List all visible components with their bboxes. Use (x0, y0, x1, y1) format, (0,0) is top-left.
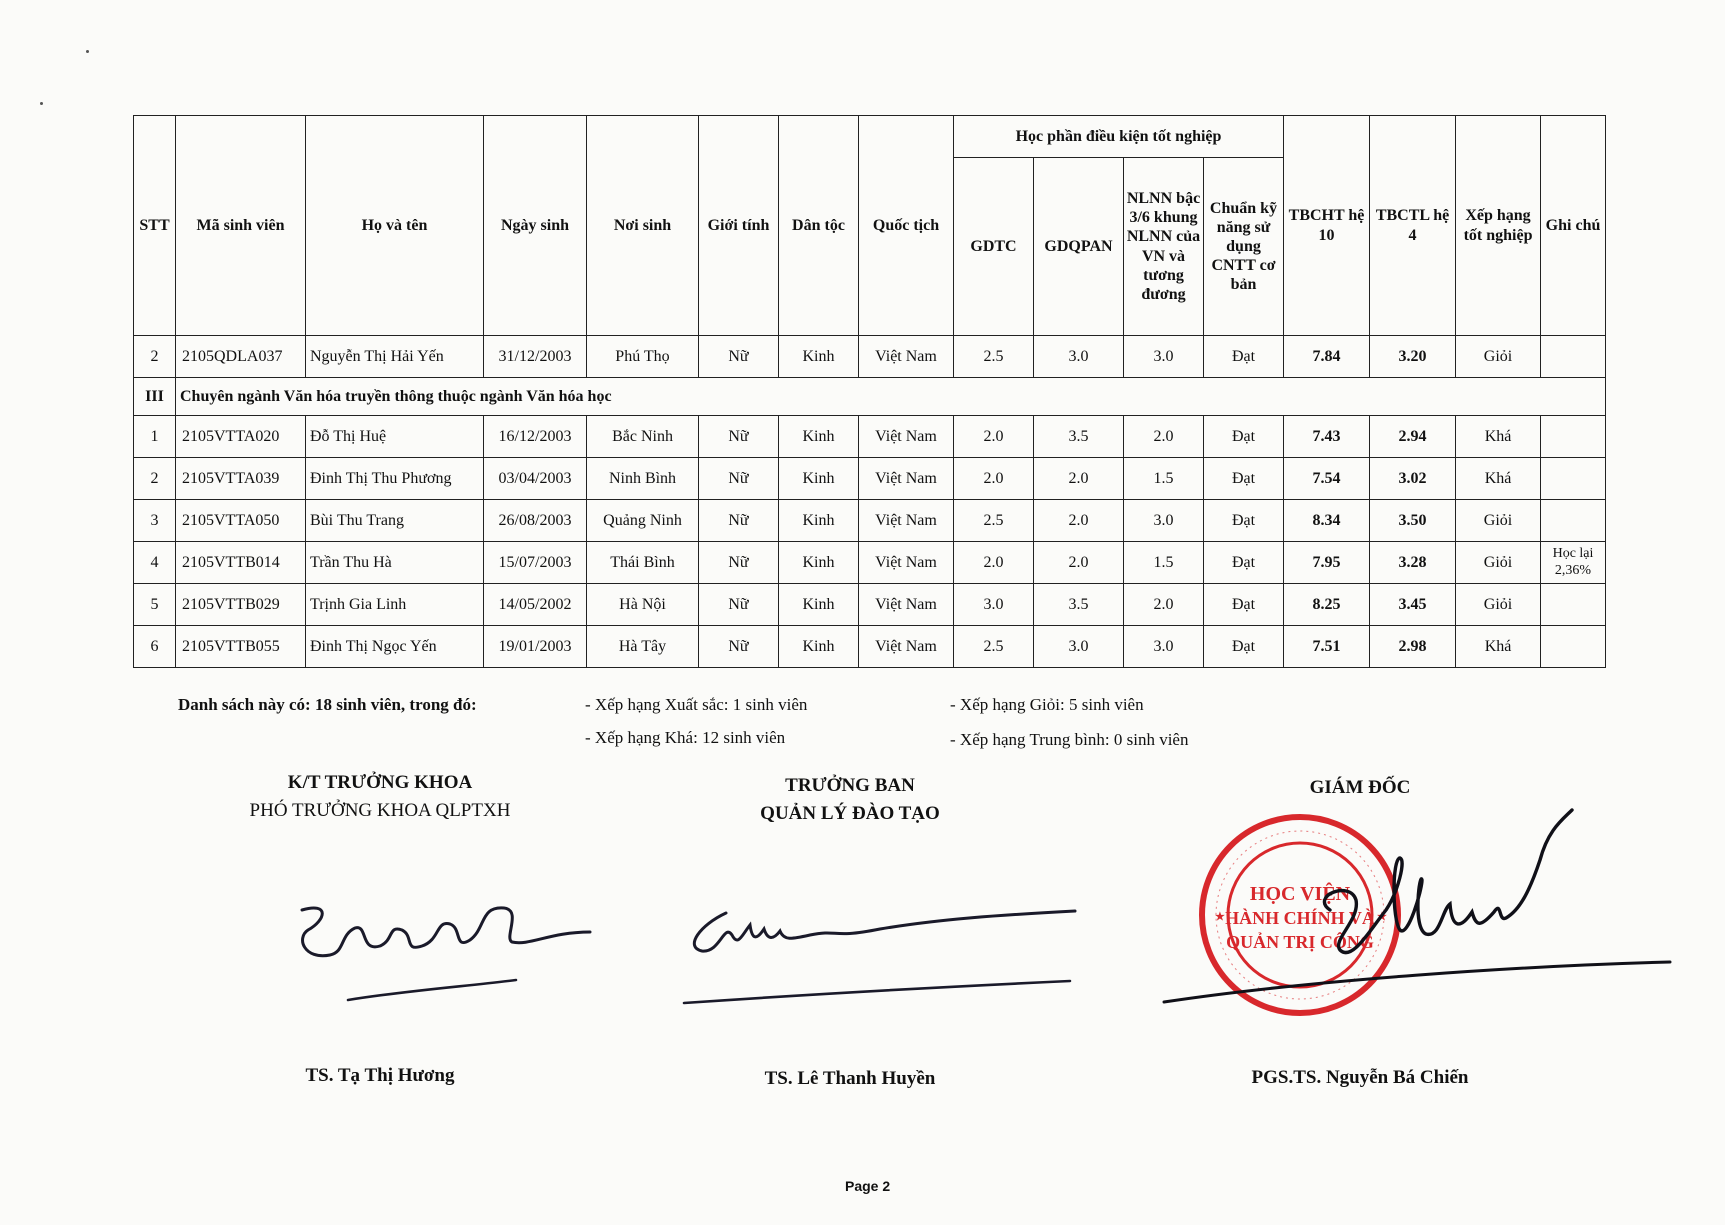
cell-cntt: Đạt (1204, 584, 1284, 626)
right-signature-block (1200, 777, 1520, 799)
cell-birthplace: Hà Tây (587, 626, 699, 668)
cell-rank: Giỏi (1456, 336, 1541, 378)
table-row (134, 626, 1606, 668)
cell-name: Bùi Thu Trang (306, 500, 484, 542)
cell-gdqpan: 3.5 (1034, 584, 1124, 626)
cell-nlnn: 3.0 (1124, 626, 1204, 668)
cell-stt: 2 (134, 458, 176, 500)
cell-name: Đinh Thị Ngọc Yến (306, 626, 484, 668)
header-rank: Xếp hạng tốt nghiệp (1456, 116, 1541, 336)
cell-stt: 2 (134, 336, 176, 378)
middle-signature-block (690, 775, 1010, 825)
section-number: III (134, 378, 176, 416)
cell-gdtc: 2.5 (954, 626, 1034, 668)
cell-gdtc: 2.5 (954, 336, 1034, 378)
cell-nationality: Việt Nam (859, 458, 954, 500)
cell-gdqpan: 3.0 (1034, 626, 1124, 668)
cell-note (1541, 500, 1606, 542)
cell-cntt: Đạt (1204, 626, 1284, 668)
cell-tbctl: 3.50 (1370, 500, 1456, 542)
table-row (134, 416, 1606, 458)
cell-gdqpan: 3.5 (1034, 416, 1124, 458)
cell-stt: 6 (134, 626, 176, 668)
cell-gdqpan: 2.0 (1034, 458, 1124, 500)
cell-gender: Nữ (699, 500, 779, 542)
cell-student-id: 2105VTTA050 (176, 500, 306, 542)
table-row (134, 336, 1606, 378)
header-graduation-conditions: Học phần điều kiện tốt nghiệp (954, 116, 1284, 158)
cell-dob: 14/05/2002 (484, 584, 587, 626)
cell-tbcht: 7.84 (1284, 336, 1370, 378)
cell-nlnn: 2.0 (1124, 584, 1204, 626)
summary-lead: Danh sách này có: 18 sinh viên, trong đó: (178, 695, 477, 714)
cell-tbcht: 7.54 (1284, 458, 1370, 500)
cell-nationality: Việt Nam (859, 416, 954, 458)
graduation-table (133, 115, 1606, 668)
cell-dob: 31/12/2003 (484, 336, 587, 378)
cell-ethnicity: Kinh (779, 542, 859, 584)
page-number: Page 2 (845, 1178, 891, 1194)
cell-tbcht: 8.25 (1284, 584, 1370, 626)
table-row (134, 500, 1606, 542)
cell-nlnn: 1.5 (1124, 542, 1204, 584)
seal-star-icon: ★ ★ (1215, 911, 1387, 923)
cell-rank: Khá (1456, 626, 1541, 668)
section-title: Chuyên ngành Văn hóa truyền thông thuộc ngành Văn hóa học (176, 378, 1606, 416)
cell-cntt: Đạt (1204, 458, 1284, 500)
cell-birthplace: Ninh Bình (587, 458, 699, 500)
cell-nationality: Việt Nam (859, 626, 954, 668)
cell-tbctl: 3.45 (1370, 584, 1456, 626)
cell-name: Nguyễn Thị Hải Yến (306, 336, 484, 378)
cell-name: Trịnh Gia Linh (306, 584, 484, 626)
header-birthplace: Nơi sinh (587, 116, 699, 336)
middle-title: TRƯỞNG BAN (785, 775, 915, 796)
cell-student-id: 2105VTTB029 (176, 584, 306, 626)
cell-ethnicity: Kinh (779, 458, 859, 500)
header-tbctl: TBCTL hệ 4 (1370, 116, 1456, 336)
cell-tbctl: 2.94 (1370, 416, 1456, 458)
cell-gdqpan: 2.0 (1034, 500, 1124, 542)
cell-gender: Nữ (699, 584, 779, 626)
cell-gender: Nữ (699, 458, 779, 500)
cell-nationality: Việt Nam (859, 500, 954, 542)
cell-student-id: 2105VTTB014 (176, 542, 306, 584)
header-nationality: Quốc tịch (859, 116, 954, 336)
header-gdqpan: GDQPAN (1034, 158, 1124, 336)
left-signer-name: TS. Tạ Thị Hương (305, 1065, 455, 1086)
cell-gdtc: 2.0 (954, 416, 1034, 458)
table-row (134, 542, 1606, 584)
header-ethnicity: Dân tộc (779, 116, 859, 336)
cell-note (1541, 584, 1606, 626)
header-stt: STT (134, 116, 176, 336)
cell-note: Học lại 2,36% (1541, 542, 1606, 584)
cell-rank: Giỏi (1456, 584, 1541, 626)
right-title: GIÁM ĐỐC (1309, 777, 1411, 798)
cell-tbctl: 2.98 (1370, 626, 1456, 668)
cell-birthplace: Bắc Ninh (587, 416, 699, 458)
middle-signer-name: TS. Lê Thanh Huyền (764, 1068, 936, 1089)
cell-stt: 4 (134, 542, 176, 584)
cell-nationality: Việt Nam (859, 542, 954, 584)
summary-average: - Xếp hạng Trung bình: 0 sinh viên (950, 730, 1189, 749)
section-row (134, 378, 1606, 416)
header-gdtc: GDTC (954, 158, 1034, 336)
cell-tbcht: 8.34 (1284, 500, 1370, 542)
cell-nlnn: 2.0 (1124, 416, 1204, 458)
cell-cntt: Đạt (1204, 416, 1284, 458)
cell-rank: Khá (1456, 416, 1541, 458)
cell-name: Đỗ Thị Huệ (306, 416, 484, 458)
middle-signature-drawing (680, 895, 1080, 1015)
cell-gender: Nữ (699, 626, 779, 668)
scan-speck (40, 102, 43, 105)
scan-speck (86, 50, 89, 53)
seal-line-3: QUẢN TRỊ CÔNG (1226, 932, 1374, 952)
header-note: Ghi chú (1541, 116, 1606, 336)
cell-nationality: Việt Nam (859, 584, 954, 626)
left-signature-block (220, 772, 540, 822)
cell-gdtc: 2.0 (954, 458, 1034, 500)
cell-student-id: 2105VTTA020 (176, 416, 306, 458)
cell-note (1541, 336, 1606, 378)
cell-stt: 5 (134, 584, 176, 626)
left-title: K/T TRƯỞNG KHOA (287, 772, 473, 793)
cell-gdtc: 3.0 (954, 584, 1034, 626)
cell-birthplace: Quảng Ninh (587, 500, 699, 542)
seal-line-2: HÀNH CHÍNH VÀ (1225, 908, 1375, 928)
cell-rank: Giỏi (1456, 500, 1541, 542)
cell-gdtc: 2.0 (954, 542, 1034, 584)
header-student-id: Mã sinh viên (176, 116, 306, 336)
cell-ethnicity: Kinh (779, 416, 859, 458)
cell-note (1541, 416, 1606, 458)
cell-dob: 15/07/2003 (484, 542, 587, 584)
left-subtitle: PHÓ TRƯỞNG KHOA QLPTXH (249, 800, 511, 821)
cell-birthplace: Phú Thọ (587, 336, 699, 378)
cell-ethnicity: Kinh (779, 584, 859, 626)
cell-student-id: 2105VTTB055 (176, 626, 306, 668)
cell-note (1541, 626, 1606, 668)
cell-ethnicity: Kinh (779, 626, 859, 668)
cell-dob: 16/12/2003 (484, 416, 587, 458)
table-row (134, 584, 1606, 626)
cell-nationality: Việt Nam (859, 336, 954, 378)
cell-cntt: Đạt (1204, 542, 1284, 584)
cell-birthplace: Hà Nội (587, 584, 699, 626)
cell-dob: 26/08/2003 (484, 500, 587, 542)
cell-tbcht: 7.95 (1284, 542, 1370, 584)
cell-dob: 19/01/2003 (484, 626, 587, 668)
summary-good: - Xếp hạng Khá: 12 sinh viên (585, 728, 786, 747)
cell-tbctl: 3.02 (1370, 458, 1456, 500)
cell-cntt: Đạt (1204, 336, 1284, 378)
middle-subtitle: QUẢN LÝ ĐÀO TẠO (760, 803, 940, 824)
header-nlnn: NLNN bậc 3/6 khung NLNN của VN và tương đương (1124, 158, 1204, 336)
cell-gdqpan: 2.0 (1034, 542, 1124, 584)
cell-nlnn: 1.5 (1124, 458, 1204, 500)
cell-nlnn: 3.0 (1124, 336, 1204, 378)
cell-student-id: 2105QDLA037 (176, 336, 306, 378)
cell-tbctl: 3.28 (1370, 542, 1456, 584)
cell-gender: Nữ (699, 416, 779, 458)
cell-gdqpan: 3.0 (1034, 336, 1124, 378)
left-signature-drawing (290, 880, 610, 1010)
cell-rank: Giỏi (1456, 542, 1541, 584)
cell-tbctl: 3.20 (1370, 336, 1456, 378)
header-cntt: Chuẩn kỹ năng sử dụng CNTT cơ bản (1204, 158, 1284, 336)
header-tbcht: TBCHT hệ 10 (1284, 116, 1370, 336)
cell-gender: Nữ (699, 542, 779, 584)
right-signature-drawing (1160, 800, 1680, 1010)
cell-note (1541, 458, 1606, 500)
header-gender: Giới tính (699, 116, 779, 336)
cell-tbcht: 7.43 (1284, 416, 1370, 458)
cell-birthplace: Thái Bình (587, 542, 699, 584)
cell-gender: Nữ (699, 336, 779, 378)
table-row (134, 458, 1606, 500)
cell-gdtc: 2.5 (954, 500, 1034, 542)
cell-ethnicity: Kinh (779, 500, 859, 542)
header-dob: Ngày sinh (484, 116, 587, 336)
cell-cntt: Đạt (1204, 500, 1284, 542)
seal-line-1: HỌC VIỆN (1249, 883, 1351, 905)
cell-stt: 1 (134, 416, 176, 458)
cell-stt: 3 (134, 500, 176, 542)
cell-tbcht: 7.51 (1284, 626, 1370, 668)
header-full-name: Họ và tên (306, 116, 484, 336)
cell-rank: Khá (1456, 458, 1541, 500)
cell-nlnn: 3.0 (1124, 500, 1204, 542)
summary-excellent: - Xếp hạng Xuất sắc: 1 sinh viên (585, 695, 808, 714)
cell-name: Đinh Thị Thu Phương (306, 458, 484, 500)
cell-student-id: 2105VTTA039 (176, 458, 306, 500)
cell-name: Trần Thu Hà (306, 542, 484, 584)
cell-dob: 03/04/2003 (484, 458, 587, 500)
right-signer-name: PGS.TS. Nguyễn Bá Chiến (1251, 1067, 1469, 1088)
cell-ethnicity: Kinh (779, 336, 859, 378)
student-rows (134, 416, 1606, 668)
summary-very-good: - Xếp hạng Giỏi: 5 sinh viên (950, 695, 1144, 714)
